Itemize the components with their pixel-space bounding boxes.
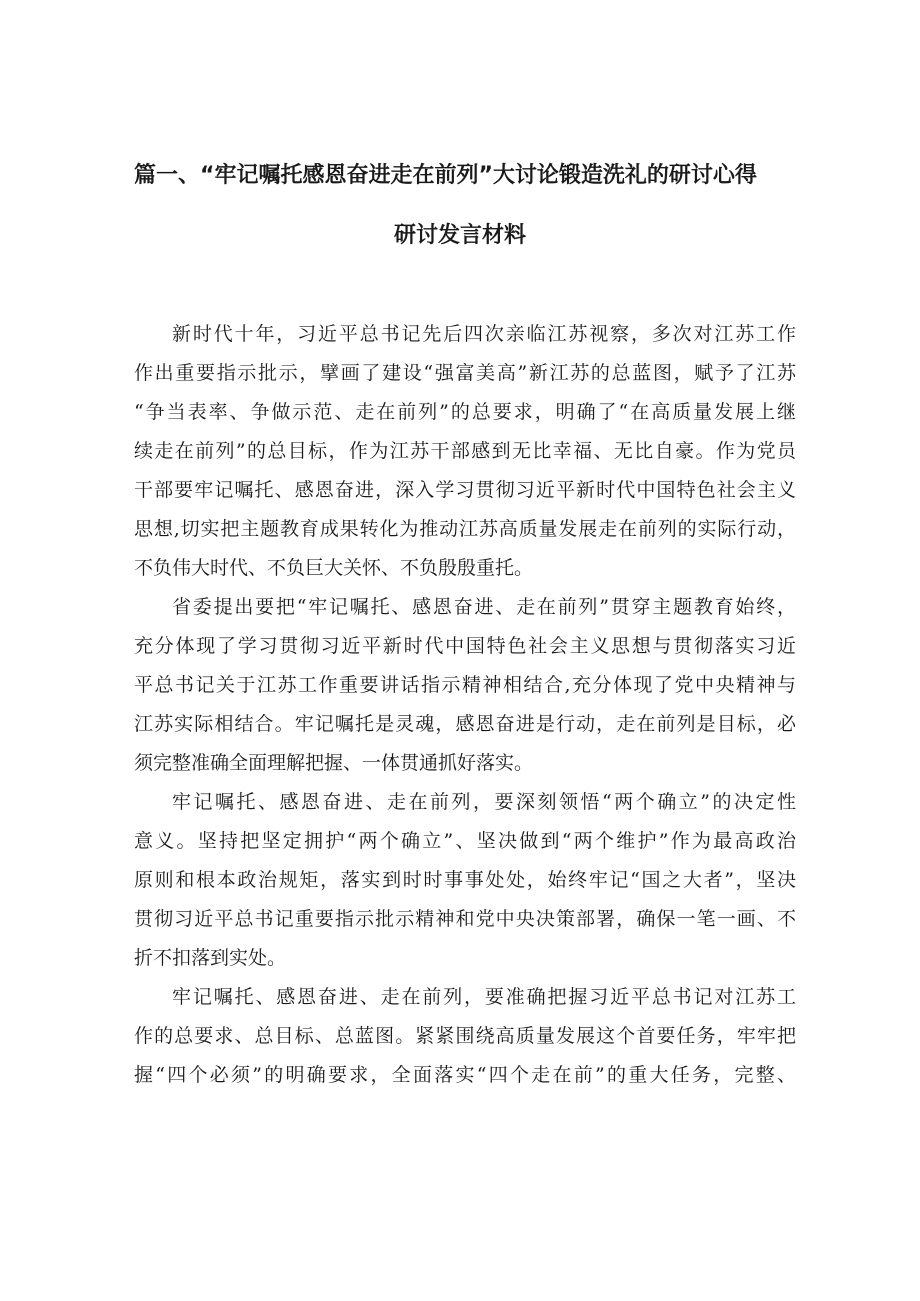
paragraph-line: 原则和根本政治规矩，落实到时时事事处处，始终牢记“国之大者”，坚决 (134, 869, 796, 891)
paragraph-line: 握“四个必须”的明确要求，全面落实“四个走在前”的重大任务，完整、 (134, 1064, 796, 1086)
paragraph-line: 牢记嘱托、感恩奋进、走在前列，要准确把握习近平总书记对江苏工 (172, 986, 796, 1008)
paragraph-line: 续走在前列”的总目标，作为江苏干部感到无比幸福、无比自豪。作为党员 (134, 440, 796, 462)
paragraph-line: 作的总要求、总目标、总蓝图。紧紧围绕高质量发展这个首要任务，牢牢把 (134, 1025, 796, 1047)
paragraph-line: 作出重要指示批示，擘画了建设“强富美高”新江苏的总蓝图，赋予了江苏 (134, 362, 796, 384)
paragraph-1 (134, 315, 796, 588)
paragraph-line: “争当表率、争做示范、走在前列”的总要求，明确了“在高质量发展上继 (134, 401, 796, 423)
paragraph-line: 贯彻习近平总书记重要指示批示精神和党中央决策部署，确保一笔一画、不 (134, 908, 796, 930)
paragraph-4 (134, 978, 796, 1095)
paragraph-line: 不负伟大时代、不负巨大关怀、不负殷殷重托。 (134, 557, 534, 579)
paragraph-line: 省委提出要把“牢记嘱托、感恩奋进、走在前列”贯穿主题教育始终， (172, 596, 796, 618)
paragraph-line: 充分体现了学习贯彻习近平新时代中国特色社会主义思想与贯彻落实习近 (134, 635, 796, 657)
paragraph-line: 平总书记关于江苏工作重要讲话指示精神相结合,充分体现了党中央精神与 (134, 674, 796, 696)
paragraph-line: 须完整准确全面理解把握、一体贯通抓好落实。 (134, 752, 534, 774)
paragraph-3 (134, 783, 796, 978)
document-title-line-1: 篇一、“牢记嘱托感恩奋进走在前列”大讨论锻造洗礼的研讨心得 (134, 163, 757, 188)
document-title-line-2: 研讨发言材料 (393, 223, 526, 248)
paragraph-line: 意义。坚持把坚定拥护“两个确立”、坚决做到“两个维护”作为最高政治 (134, 830, 796, 852)
paragraph-line: 干部要牢记嘱托、感恩奋进，深入学习贯彻习近平新时代中国特色社会主义 (134, 479, 796, 501)
paragraph-2 (134, 588, 796, 783)
paragraph-line: 牢记嘱托、感恩奋进、走在前列，要深刻领悟“两个确立”的决定性 (172, 791, 796, 813)
paragraph-line: 江苏实际相结合。牢记嘱托是灵魂，感恩奋进是行动，走在前列是目标，必 (134, 713, 796, 735)
paragraph-line: 思想,切实把主题教育成果转化为推动江苏高质量发展走在前列的实际行动， (134, 518, 796, 540)
document-body (134, 315, 796, 1095)
paragraph-line: 折不扣落到实处。 (134, 947, 287, 969)
paragraph-line: 新时代十年，习近平总书记先后四次亲临江苏视察，多次对江苏工作 (172, 323, 796, 345)
